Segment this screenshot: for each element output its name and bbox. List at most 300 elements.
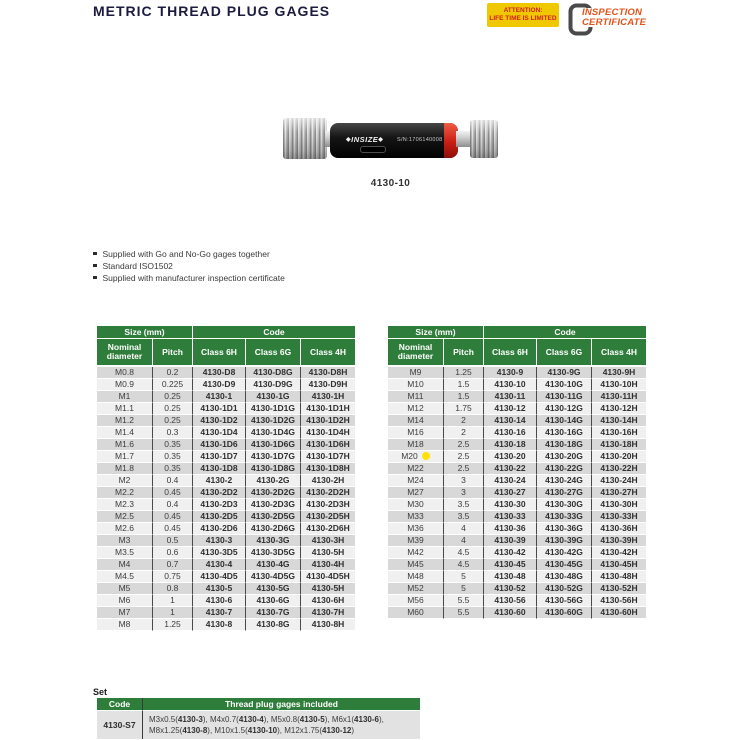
cell-nominal-diameter: M1 [97,391,152,403]
cell-class-6g: 4130-12G [536,403,591,415]
cell-nominal-diameter: M56 [388,595,443,607]
cell-nominal-diameter: M18 [388,439,443,451]
cell-pitch: 0.35 [152,463,192,475]
cell-class-4h: 4130-22H [591,463,646,475]
table-row [388,415,646,427]
cell-pitch: 0.25 [152,403,192,415]
cell-class-6g: 4130-5G [245,583,300,595]
cell-class-6h: 4130-6 [192,595,245,607]
table-row [97,535,355,547]
cell-class-6g: 4130-8G [245,619,300,631]
feature-item: Standard ISO1502 [93,260,285,272]
cell-class-6h: 4130-D8 [192,367,245,379]
cell-nominal-diameter: M4.5 [97,571,152,583]
cell-class-6h: 4130-11 [483,391,536,403]
cell-class-4h: 4130-5H [300,583,355,595]
cell-class-6h: 4130-3D5 [192,547,245,559]
cell-class-4h: 4130-60H [591,607,646,619]
cell-class-4h: 4130-39H [591,535,646,547]
set-code-cell: 4130-S7 [97,711,142,739]
cell-class-4h: 4130-48H [591,571,646,583]
cell-class-4h: 4130-16H [591,427,646,439]
cell-class-4h: 4130-1D4H [300,427,355,439]
cell-pitch: 0.45 [152,511,192,523]
feature-list [93,248,285,284]
cell-nominal-diameter: M8 [97,619,152,631]
cell-class-4h: 4130-10H [591,379,646,391]
cell-pitch: 1 [152,607,192,619]
cell-pitch: 1.5 [443,379,483,391]
table-row [388,427,646,439]
cell-nominal-diameter: M24 [388,475,443,487]
cell-pitch: 0.4 [152,475,192,487]
cell-nominal-diameter: M60 [388,607,443,619]
cell-class-6g: 4130-2G [245,475,300,487]
cell-class-4h: 4130-1D1H [300,403,355,415]
cell-class-6g: 4130-D9G [245,379,300,391]
cell-class-4h: 4130-2H [300,475,355,487]
cell-pitch: 5.5 [443,607,483,619]
cell-nominal-diameter: M2.2 [97,487,152,499]
cell-class-6h: 4130-27 [483,487,536,499]
cell-nominal-diameter: M45 [388,559,443,571]
cell-nominal-diameter: M9 [388,367,443,379]
table-row [97,523,355,535]
cell-class-6h: 4130-1D2 [192,415,245,427]
class-4h-header: Class 4H [300,339,355,367]
cell-class-6h: 4130-42 [483,547,536,559]
code-group-header: Code [192,326,355,339]
cell-nominal-diameter: M1.8 [97,463,152,475]
cell-nominal-diameter: M14 [388,415,443,427]
cell-class-6h: 4130-1D4 [192,427,245,439]
certificate-label-line1: INSPECTION [581,8,647,18]
cell-nominal-diameter: M1.2 [97,415,152,427]
class-6h-header: Class 6H [483,339,536,367]
cell-pitch: 0.5 [152,535,192,547]
table-row [97,475,355,487]
cell-class-6g: 4130-6G [245,595,300,607]
cell-pitch: 3 [443,475,483,487]
set-item-code: 4130-4 [238,715,264,724]
cell-class-4h: 4130-4H [300,559,355,571]
set-row [97,711,420,739]
cell-pitch: 0.75 [152,571,192,583]
table-row [97,415,355,427]
cell-pitch: 0.8 [152,583,192,595]
cell-class-6g: 4130-14G [536,415,591,427]
cell-class-6g: 4130-56G [536,595,591,607]
cell-class-6h: 4130-48 [483,571,536,583]
cell-pitch: 0.2 [152,367,192,379]
cell-class-6g: 4130-4D5G [245,571,300,583]
table-row [388,511,646,523]
cell-class-4h: 4130-2D2H [300,487,355,499]
cell-class-6g: 4130-36G [536,523,591,535]
cell-nominal-diameter: M11 [388,391,443,403]
feature-item: Supplied with Go and No-Go gages together [93,248,285,260]
cell-class-4h: 4130-33H [591,511,646,523]
cell-nominal-diameter: M0.8 [97,367,152,379]
table-row [388,403,646,415]
table-row [388,499,646,511]
cell-class-6g: 4130-3G [245,535,300,547]
cell-nominal-diameter: M3 [97,535,152,547]
serial-number: S/N:1706140008 [397,137,443,143]
certificate-label-line2: CERTIFICATE [582,16,647,28]
cell-class-4h: 4130-20H [591,451,646,463]
attention-badge-line2: LIFE TIME IS LIMITED [489,15,557,22]
cell-class-6h: 4130-1D8 [192,463,245,475]
table-row [388,367,646,379]
cell-class-4h: 4130-4D5H [300,571,355,583]
table-row [388,547,646,559]
cell-class-6h: 4130-18 [483,439,536,451]
cell-class-6g: 4130-7G [245,607,300,619]
cell-class-6h: 4130-30 [483,499,536,511]
cell-class-6h: 4130-7 [192,607,245,619]
table-row [97,367,355,379]
cell-pitch: 4.5 [443,559,483,571]
cell-class-6h: 4130-60 [483,607,536,619]
table-row [97,607,355,619]
cell-class-6h: 4130-4D5 [192,571,245,583]
cell-class-4h: 4130-30H [591,499,646,511]
table-row [97,463,355,475]
cell-class-4h: 4130-45H [591,559,646,571]
cell-pitch: 2 [443,427,483,439]
cell-nominal-diameter: M3.5 [97,547,152,559]
cell-class-4h: 4130-2D6H [300,523,355,535]
cell-nominal-diameter: M48 [388,571,443,583]
cell-class-4h: 4130-27H [591,487,646,499]
cell-class-6h: 4130-45 [483,559,536,571]
cell-class-6g: 4130-1D6G [245,439,300,451]
table-row [97,559,355,571]
cell-class-4h: 4130-1D2H [300,415,355,427]
gage-handle [330,123,458,158]
cell-pitch: 5 [443,583,483,595]
spec-table-right [388,326,646,619]
cell-class-6h: 4130-10 [483,379,536,391]
certificate-label [581,8,647,27]
column-header-row [97,339,355,367]
cell-class-4h: 4130-36H [591,523,646,535]
cell-class-6g: 4130-2D3G [245,499,300,511]
cell-nominal-diameter: M6 [97,595,152,607]
table-row [97,547,355,559]
set-included-header: Thread plug gages included [142,698,420,711]
insize-logo [346,135,383,144]
cell-class-4h: 4130-3H [300,535,355,547]
cell-pitch: 4 [443,535,483,547]
table-row [97,583,355,595]
set-item-code: 4130-8 [182,726,208,735]
cell-class-4h: 4130-18H [591,439,646,451]
cell-nominal-diameter: M33 [388,511,443,523]
cell-class-6h: 4130-2D5 [192,511,245,523]
cell-class-4h: 4130-42H [591,547,646,559]
cell-class-6h: 4130-8 [192,619,245,631]
cell-class-4h: 4130-D8H [300,367,355,379]
table-row [97,391,355,403]
set-included-cell: M3x0.5(4130-3), M4x0.7(4130-4), M5x0.8(4130-5), M6x1(4130-6), M8x1.25(4130-8), M10x1.5(4130-10), M12x1.75(4130-12) [142,711,420,739]
table-row [388,379,646,391]
cell-class-4h: 4130-2D3H [300,499,355,511]
cell-class-4h: 4130-1D8H [300,463,355,475]
cell-class-6g: 4130-16G [536,427,591,439]
cell-class-6g: 4130-22G [536,463,591,475]
feature-item: Supplied with manufacturer inspection certificate [93,272,285,284]
cell-nominal-diameter: M30 [388,499,443,511]
cell-class-4h: 4130-7H [300,607,355,619]
table-row [388,391,646,403]
table-row [97,511,355,523]
logo-star-icon: ◆ [346,137,352,143]
cell-nominal-diameter: M12 [388,403,443,415]
cell-class-6h: 4130-52 [483,583,536,595]
cell-class-6h: 4130-16 [483,427,536,439]
cell-nominal-diameter: M5 [97,583,152,595]
cell-class-6h: 4130-12 [483,403,536,415]
nogo-gage-thread [470,120,498,158]
cell-nominal-diameter: M1.4 [97,427,152,439]
cell-class-6g: 4130-1D2G [245,415,300,427]
cell-nominal-diameter: M1.6 [97,439,152,451]
table-row [388,595,646,607]
cell-class-6g: 4130-2D2G [245,487,300,499]
cell-pitch: 3 [443,487,483,499]
cell-class-6g: 4130-4G [245,559,300,571]
set-item-code: 4130-3 [177,715,203,724]
cell-class-4h: 4130-56H [591,595,646,607]
cell-class-6g: 4130-1D1G [245,403,300,415]
cell-class-6h: 4130-24 [483,475,536,487]
cell-class-6h: 4130-39 [483,535,536,547]
nominal-diameter-header: Nominal diameter [97,339,152,367]
cell-nominal-diameter: M2.5 [97,511,152,523]
handle-grip-slot [360,146,386,153]
table-row [97,451,355,463]
cell-class-4h: 4130-8H [300,619,355,631]
cell-class-6g: 4130-2D6G [245,523,300,535]
cell-nominal-diameter: M52 [388,583,443,595]
cell-class-4h: 4130-2D5H [300,511,355,523]
set-item-code: 4130-6 [354,715,379,724]
spec-table-left [97,326,355,631]
set-item-code: 4130-12 [322,726,352,735]
cell-nominal-diameter: M22 [388,463,443,475]
cell-pitch: 0.45 [152,523,192,535]
cell-pitch: 0.3 [152,427,192,439]
cell-pitch: 0.25 [152,415,192,427]
cell-class-6g: 4130-1G [245,391,300,403]
cell-nominal-diameter: M27 [388,487,443,499]
cell-nominal-diameter: M39 [388,535,443,547]
cell-nominal-diameter: M10 [388,379,443,391]
cell-class-6h: 4130-36 [483,523,536,535]
cell-nominal-diameter: M7 [97,607,152,619]
cell-pitch: 1.25 [152,619,192,631]
cell-pitch: 0.45 [152,487,192,499]
table-row [388,571,646,583]
cell-class-6h: 4130-2 [192,475,245,487]
cell-pitch: 1.5 [443,391,483,403]
table-row [388,487,646,499]
cell-nominal-diameter: M36 [388,523,443,535]
cell-class-6h: 4130-20 [483,451,536,463]
cell-pitch: 0.25 [152,391,192,403]
cell-class-6h: 4130-56 [483,595,536,607]
cell-class-6h: 4130-9 [483,367,536,379]
cell-class-6g: 4130-42G [536,547,591,559]
cell-pitch: 2.5 [443,463,483,475]
table-row [388,439,646,451]
cell-nominal-diameter: M4 [97,559,152,571]
cell-nominal-diameter: M2.6 [97,523,152,535]
yellow-marker-dot [422,452,430,460]
cell-class-6h: 4130-2D2 [192,487,245,499]
table-row [97,403,355,415]
cell-nominal-diameter: M16 [388,427,443,439]
table-row [388,475,646,487]
cell-class-6h: 4130-1D1 [192,403,245,415]
table-row [388,583,646,595]
pitch-header: Pitch [152,339,192,367]
cell-class-6h: 4130-5 [192,583,245,595]
cell-class-4h: 4130-52H [591,583,646,595]
cell-class-6g: 4130-2D5G [245,511,300,523]
cell-pitch: 0.7 [152,559,192,571]
cell-pitch: 1 [152,595,192,607]
cell-nominal-diameter: M0.9 [97,379,152,391]
class-6h-header: Class 6H [192,339,245,367]
cell-class-6g: 4130-1D7G [245,451,300,463]
cell-pitch: 5.5 [443,595,483,607]
cell-class-6h: 4130-33 [483,511,536,523]
cell-class-6h: 4130-2D3 [192,499,245,511]
cell-class-6g: 4130-39G [536,535,591,547]
cell-pitch: 0.35 [152,439,192,451]
cell-class-4h: 4130-1H [300,391,355,403]
table-row [97,379,355,391]
cell-pitch: 4 [443,523,483,535]
cell-class-6g: 4130-27G [536,487,591,499]
table-row [97,571,355,583]
cell-class-6g: 4130-52G [536,583,591,595]
group-header-row [388,326,646,339]
cell-pitch: 2.5 [443,439,483,451]
cell-pitch: 0.4 [152,499,192,511]
product-model: 4130-10 [370,178,411,189]
group-header-row [97,326,355,339]
cell-class-6g: 4130-33G [536,511,591,523]
table-row [388,559,646,571]
cell-class-6g: 4130-11G [536,391,591,403]
cell-class-6h: 4130-4 [192,559,245,571]
cell-class-6h: 4130-1D7 [192,451,245,463]
cell-class-6g: 4130-10G [536,379,591,391]
cell-class-4h: 4130-11H [591,391,646,403]
cell-class-4h: 4130-14H [591,415,646,427]
table-row [97,487,355,499]
cell-class-6g: 4130-1D8G [245,463,300,475]
cell-nominal-diameter: M1.1 [97,403,152,415]
cell-class-4h: 4130-1D6H [300,439,355,451]
class-6g-header: Class 6G [536,339,591,367]
table-row [97,427,355,439]
cell-class-6h: 4130-D9 [192,379,245,391]
cell-nominal-diameter: M2 [97,475,152,487]
cell-pitch: 3.5 [443,511,483,523]
table-row [388,463,646,475]
inspection-certificate-badge [568,2,660,36]
cell-class-4h: 4130-9H [591,367,646,379]
size-group-header: Size (mm) [97,326,192,339]
set-label: Set [93,687,108,697]
code-group-header: Code [483,326,646,339]
cell-class-6h: 4130-1D6 [192,439,245,451]
cell-class-6h: 4130-1 [192,391,245,403]
table-row [388,535,646,547]
cell-class-6h: 4130-14 [483,415,536,427]
set-header-row [97,698,420,711]
cell-class-4h: 4130-5H [300,547,355,559]
cell-pitch: 1.75 [443,403,483,415]
cell-nominal-diameter: M2.3 [97,499,152,511]
table-row [97,619,355,631]
table-row [97,595,355,607]
attention-badge-line1: ATTENTION: [503,7,543,14]
brand-name: INSIZE [351,135,379,144]
cell-class-4h: 4130-D9H [300,379,355,391]
cell-pitch: 3.5 [443,499,483,511]
class-6g-header: Class 6G [245,339,300,367]
cell-pitch: 2.5 [443,451,483,463]
attention-badge [487,3,559,27]
go-gage-thread [283,118,327,159]
cell-class-6g: 4130-45G [536,559,591,571]
cell-class-6h: 4130-3 [192,535,245,547]
cell-class-6g: 4130-9G [536,367,591,379]
cell-class-4h: 4130-6H [300,595,355,607]
cell-pitch: 1.25 [443,367,483,379]
set-item-code: 4130-5 [299,715,325,724]
cell-class-6g: 4130-20G [536,451,591,463]
set-table [97,698,420,739]
cell-class-6g: 4130-D8G [245,367,300,379]
column-header-row [388,339,646,367]
cell-pitch: 0.35 [152,451,192,463]
cell-nominal-diameter: M20 [388,451,443,463]
nominal-diameter-header: Nominal diameter [388,339,443,367]
cell-class-6g: 4130-24G [536,475,591,487]
cell-class-6g: 4130-3D5G [245,547,300,559]
cell-class-6h: 4130-22 [483,463,536,475]
cell-nominal-diameter: M1.7 [97,451,152,463]
table-row [388,523,646,535]
cell-class-6g: 4130-18G [536,439,591,451]
product-photo [283,104,498,174]
size-group-header: Size (mm) [388,326,483,339]
cell-class-6g: 4130-60G [536,607,591,619]
cell-pitch: 4.5 [443,547,483,559]
cell-class-4h: 4130-1D7H [300,451,355,463]
cell-pitch: 5 [443,571,483,583]
cell-class-6h: 4130-2D6 [192,523,245,535]
cell-pitch: 0.6 [152,547,192,559]
cell-class-6g: 4130-1D4G [245,427,300,439]
